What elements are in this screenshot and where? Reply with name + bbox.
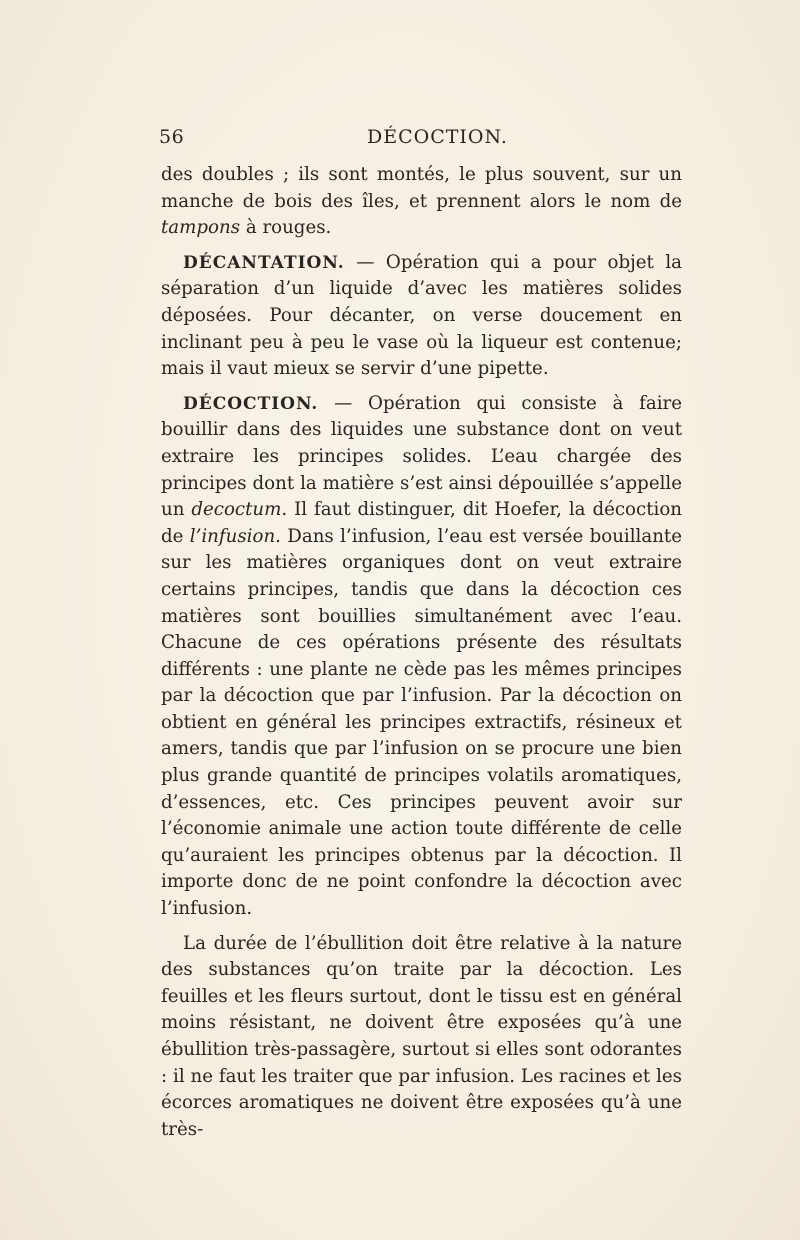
headword-decantation: DÉCANTATION. bbox=[183, 252, 345, 273]
entry-text: — Opération qui consiste à faire bouillir dans des liquides une substance dont on veut extraire les principes solides. L’eau chargée des principes dont la matière s’est ainsi dépouillée s’appelle un bbox=[161, 392, 682, 521]
entry-text: Il faut distinguer, dit Hoefer, la décoction de bbox=[161, 499, 682, 547]
entry-text: — Opération qui a pour objet la séparation d’un liquide d’avec les matières solides déposées. Pour décanter, on verse doucement en inclinant peu à peu le vase où la liqueur est contenue; mais il vaut mieux se servir d’une pipette. bbox=[161, 251, 682, 380]
headword-decoction: DÉCOCTION. bbox=[183, 393, 319, 414]
running-title: DÉCOCTION. bbox=[367, 126, 508, 148]
page-number: 56 bbox=[159, 126, 185, 148]
entry-text: Dans l’infusion, l’eau est versée bouillante sur les matières organiques dont on veut extraire certains principes, tandis que dans la décoction ces matières sont bouillies simultanément avec l’eau. Chacune de ces opérations présente des résultats différents : une plante ne cède pas les mêmes principes par la décoction que par l’infusion. Par la décoction on obtient en général les principes extractifs, résineux et amers, tandis que par l’infusion on se procure une bien plus grande quantité de principes volatils aromatiques, d’essences, etc. Ces principes peuvent avoir sur l’économie animale une action toute différente de celle qu’auraient les principes obtenus par la décoction. Il importe donc de ne point confondre la décoction avec l’infusion. bbox=[161, 525, 682, 920]
paragraph-continuation bbox=[161, 162, 682, 242]
paragraph-text: des doubles ; ils sont montés, le plus souvent, sur un manche de bois des îles, et prennent alors le nom de bbox=[161, 164, 682, 212]
paragraph-duration bbox=[161, 931, 682, 1144]
italic-term: decoctum. bbox=[191, 499, 288, 521]
entry-decoction bbox=[161, 391, 682, 923]
italic-term: tampons bbox=[161, 217, 241, 239]
entry-decantation bbox=[161, 250, 682, 383]
italic-term: l’infusion. bbox=[189, 525, 281, 547]
page-header bbox=[159, 126, 681, 156]
paragraph-text: à rouges. bbox=[240, 217, 332, 239]
body-text bbox=[161, 162, 682, 1143]
paragraph-text: La durée de l’ébullition doit être relative à la nature des substances qu’on traite par la décoction. Les feuilles et les fleurs surtout, dont le tissu est en général moins résistant, ne doivent être exposées qu’à une ébullition très-passagère, surtout si elles sont odorantes : il ne faut les traiter que par infusion. Les racines et les écorces aromatiques ne doivent être exposées qu’à une très- bbox=[161, 932, 682, 1140]
